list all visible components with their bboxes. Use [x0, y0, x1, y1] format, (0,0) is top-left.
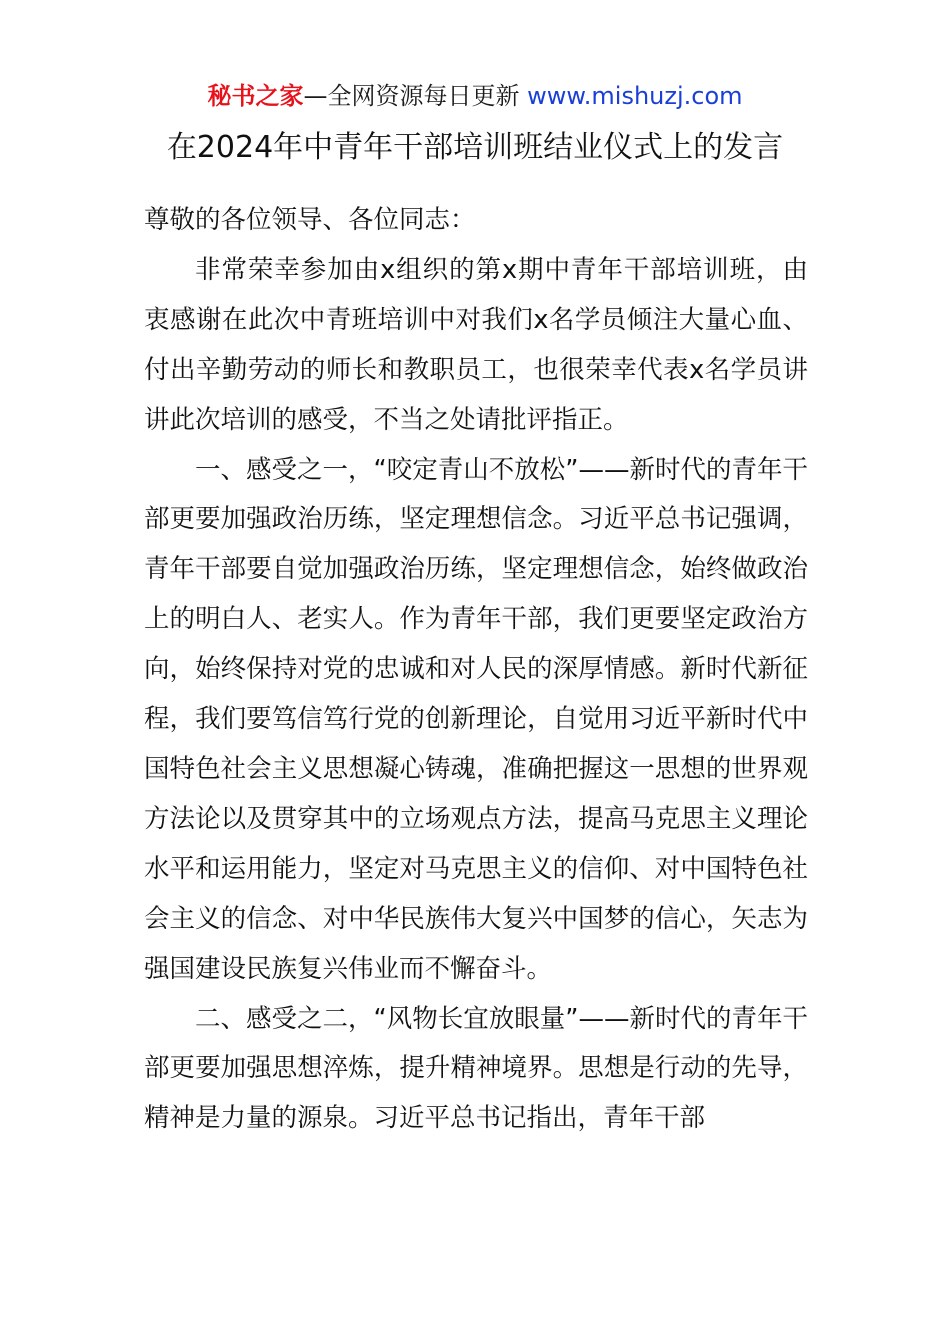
- paragraph-intro: 非常荣幸参加由x组织的第x期中青年干部培训班，由衷感谢在此次中青班培训中对我们x名学员倾注大量心血、付出辛勤劳动的师长和教职员工，也很荣幸代表x名学员讲讲此次培训的感受，不当之处请批评指正。: [144, 254, 808, 435]
- paragraph-section-2: 二、感受之二，“风物长宜放眼量”——新时代的青年干部更要加强思想淬炼，提升精神境界。思想是行动的先导，精神是力量的源泉。习近平总书记指出，青年干部: [144, 1003, 808, 1134]
- salutation: 尊敬的各位领导、各位同志：: [144, 205, 476, 235]
- document-body: [144, 196, 808, 1144]
- header-tagline: —全网资源每日更新: [303, 82, 528, 110]
- site-url-link[interactable]: www.mishuzj.com: [527, 82, 743, 110]
- site-header: [0, 80, 950, 112]
- document-title: 在2024年中青年干部培训班结业仪式上的发言: [166, 130, 784, 165]
- brand-name: 秘书之家: [207, 82, 304, 110]
- paragraph-section-1: 一、感受之一，“咬定青山不放松”——新时代的青年干部更要加强政治历练，坚定理想信念。习近平总书记强调，青年干部要自觉加强政治历练，坚定理想信念，始终做政治上的明白人、老实人。作为青年干部，我们更要坚定政治方向，始终保持对党的忠诚和对人民的深厚情感。新时代新征程，我们要笃信笃行党的创新理论，自觉用习近平新时代中国特色社会主义思想凝心铸魂，准确把握这一思想的世界观方法论以及贯穿其中的立场观点方法，提高马克思主义理论水平和运用能力，坚定对马克思主义的信仰、对中国特色社会主义的信念、对中华民族伟大复兴中国梦的信心，矢志为强国建设民族复兴伟业而不懈奋斗。: [144, 454, 808, 984]
